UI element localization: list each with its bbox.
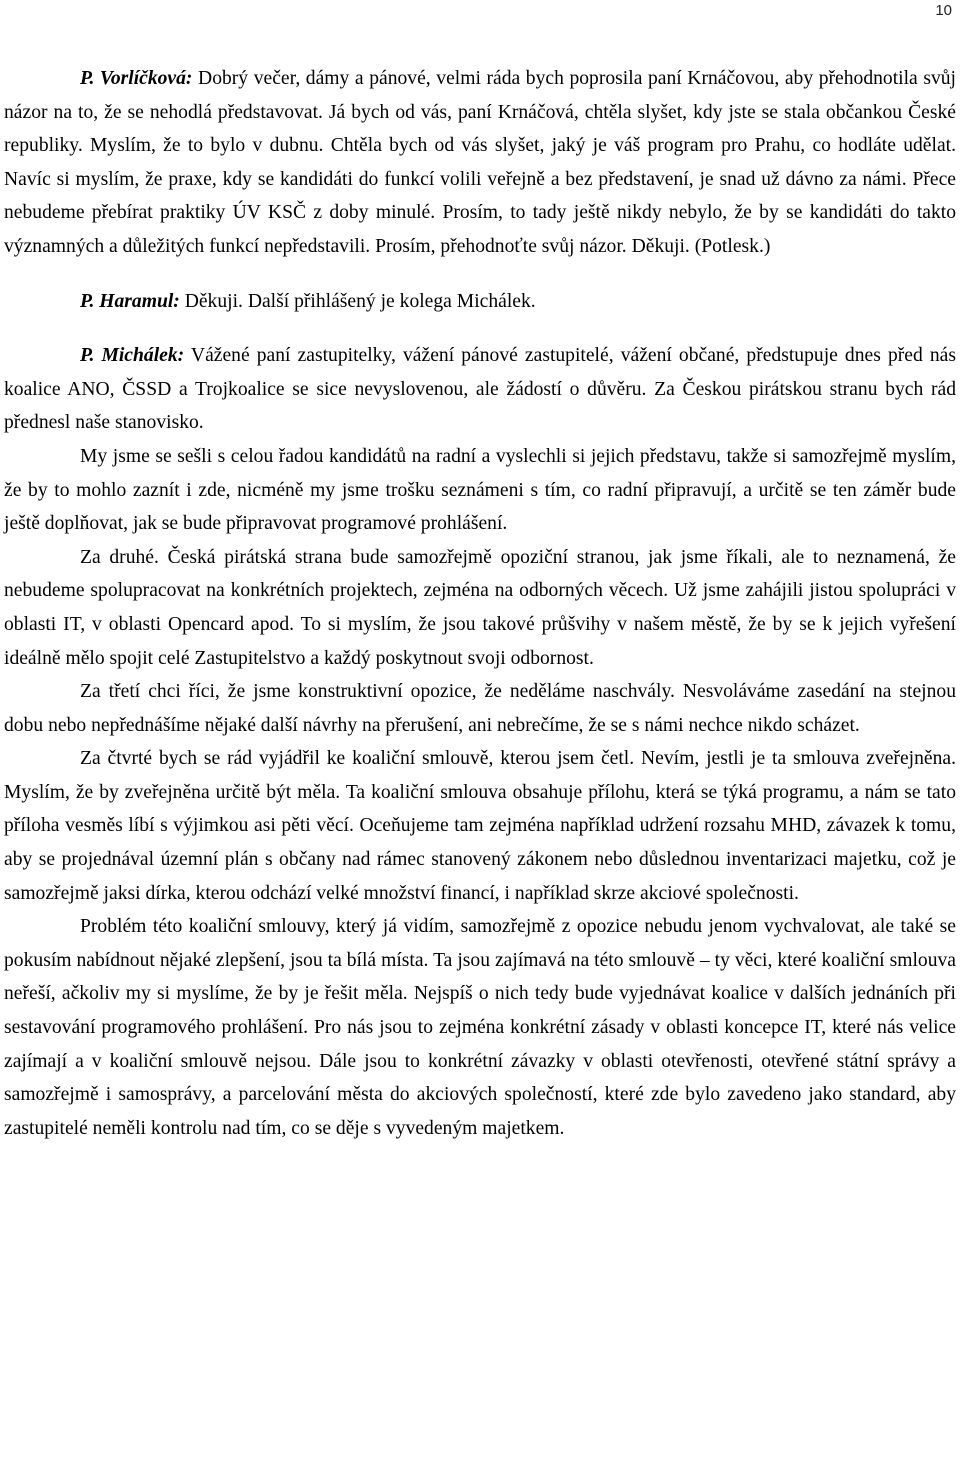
- paragraph: My jsme se sešli s celou řadou kandidátů na radní a vyslechli si jejich představu, takže si samozřejmě myslím, že by to mohlo zaznít i zde, nicméně my jsme trošku seznámeni s tím, co radní připravují, a určitě se ten záměr bude ještě doplňovat, jak se bude připravovat programové prohlášení.: [4, 445, 956, 535]
- speech-vorlickova: [4, 62, 956, 264]
- speech-text: Děkuji. Další přihlášený je kolega Michálek.: [179, 290, 536, 312]
- paragraph: Problém této koaliční smlouvy, který já vidím, samozřejmě z opozice nebudu jenom vychvalovat, ale také se pokusím nabídnout nějaké zlepšení, jsou ta bílá místa. Ta jsou zajímavá na této smlouvě – ty věci, které koaliční smlouva neřeší, ačkoliv my si myslíme, že by je řešit měla. Nejspíš o nich tedy bude vyjednávat koalice v dalších jednáních při sestavování programového prohlášení. Pro nás jsou to zejména konkrétní zásady v oblasti koncepce IT, které nás velice zajímají a v koaliční smlouvě nejsou. Dále jsou to konkrétní závazky v oblasti otevřenosti, otevřené státní správy a samozřejmě i samosprávy, a parcelování města do akciových společností, které zde bylo zavedeno jako standard, aby zastupitelé neměli kontrolu nad tím, co se děje s vyvedeným majetkem.: [4, 916, 956, 1139]
- transcript-body: [4, 62, 956, 1145]
- speech-michalek: [4, 339, 956, 440]
- speech-text: Vážené paní zastupitelky, vážení pánové zastupitelé, vážení občané, předstupuje dnes před nás koalice ANO, ČSSD a Trojkoalice se sice nevyslovenou, ale žádostí o důvěru. Za Českou pirátskou stranu bych rád přednesl naše stanovisko.: [4, 345, 956, 434]
- speech-text: Dobrý večer, dámy a pánové, velmi ráda bych poprosila paní Krnáčovou, aby přehodnotila svůj názor na to, že se nehodlá představovat. Já bych od vás, paní Krnáčová, chtěla slyšet, kdy jste se stala občankou České republiky. Myslím, že to bylo v dubnu. Chtěla bych od vás slyšet, jaký je váš program pro Prahu, co hodláte udělat. Navíc si myslím, že praxe, kdy se kandidáti do funkcí volili veřejně a bez představení, je snad už dávno za námi. Přece nebudeme přebírat praktiky ÚV KSČ z doby minulé. Prosím, to tady ještě nikdy nebylo, že by se kandidáti do takto významných a důležitých funkcí nepředstavili. Prosím, přehodnoťte svůj názor. Děkuji. (Potlesk.): [4, 68, 956, 257]
- speaker-name: P. Haramul:: [80, 290, 180, 312]
- paragraph: Za druhé. Česká pirátská strana bude samozřejmě opoziční stranou, jak jsme říkali, ale to neznamená, že nebudeme spolupracovat na konkrétních projektech, zejména na odborných věcech. Už jsme zahájili jistou spolupráci v oblasti IT, v oblasti Opencard apod. To si myslím, že jsou takové průšvihy v našem městě, že by se k jejich vyřešení ideálně mělo spojit celé Zastupitelstvo a každý poskytnout svoji odbornost.: [4, 546, 956, 669]
- paragraph: Za třetí chci říci, že jsme konstruktivní opozice, že neděláme naschvály. Nesvoláváme zasedání na stejnou dobu nebo nepřednášíme nějaké další návrhy na přerušení, ani nebrečíme, že se s námi nechce nikdo scházet.: [4, 681, 956, 736]
- paragraph: Za čtvrté bych se rád vyjádřil ke koaliční smlouvě, kterou jsem četl. Nevím, jestli je ta smlouva zveřejněna. Myslím, že by zveřejněna určitě být měla. Ta koaliční smlouva obsahuje přílohu, která se týká programu, a nám se tato příloha vesměs líbí s výjimkou asi pěti věcí. Oceňujeme tam zejména například udržení rozsahu MHD, závazek k tomu, aby se projednával územní plán s občany nad rámec stanovený zákonem nebo důslednou inventarizaci majetku, což je samozřejmě jaksi dírka, kterou odchází velké množství financí, i například skrze akciové společnosti.: [4, 748, 956, 904]
- speech-haramul: [4, 285, 956, 319]
- speaker-name: P. Michálek:: [80, 345, 185, 367]
- speaker-name: P. Vorlíčková:: [80, 68, 193, 89]
- page-number: 10: [935, 2, 952, 19]
